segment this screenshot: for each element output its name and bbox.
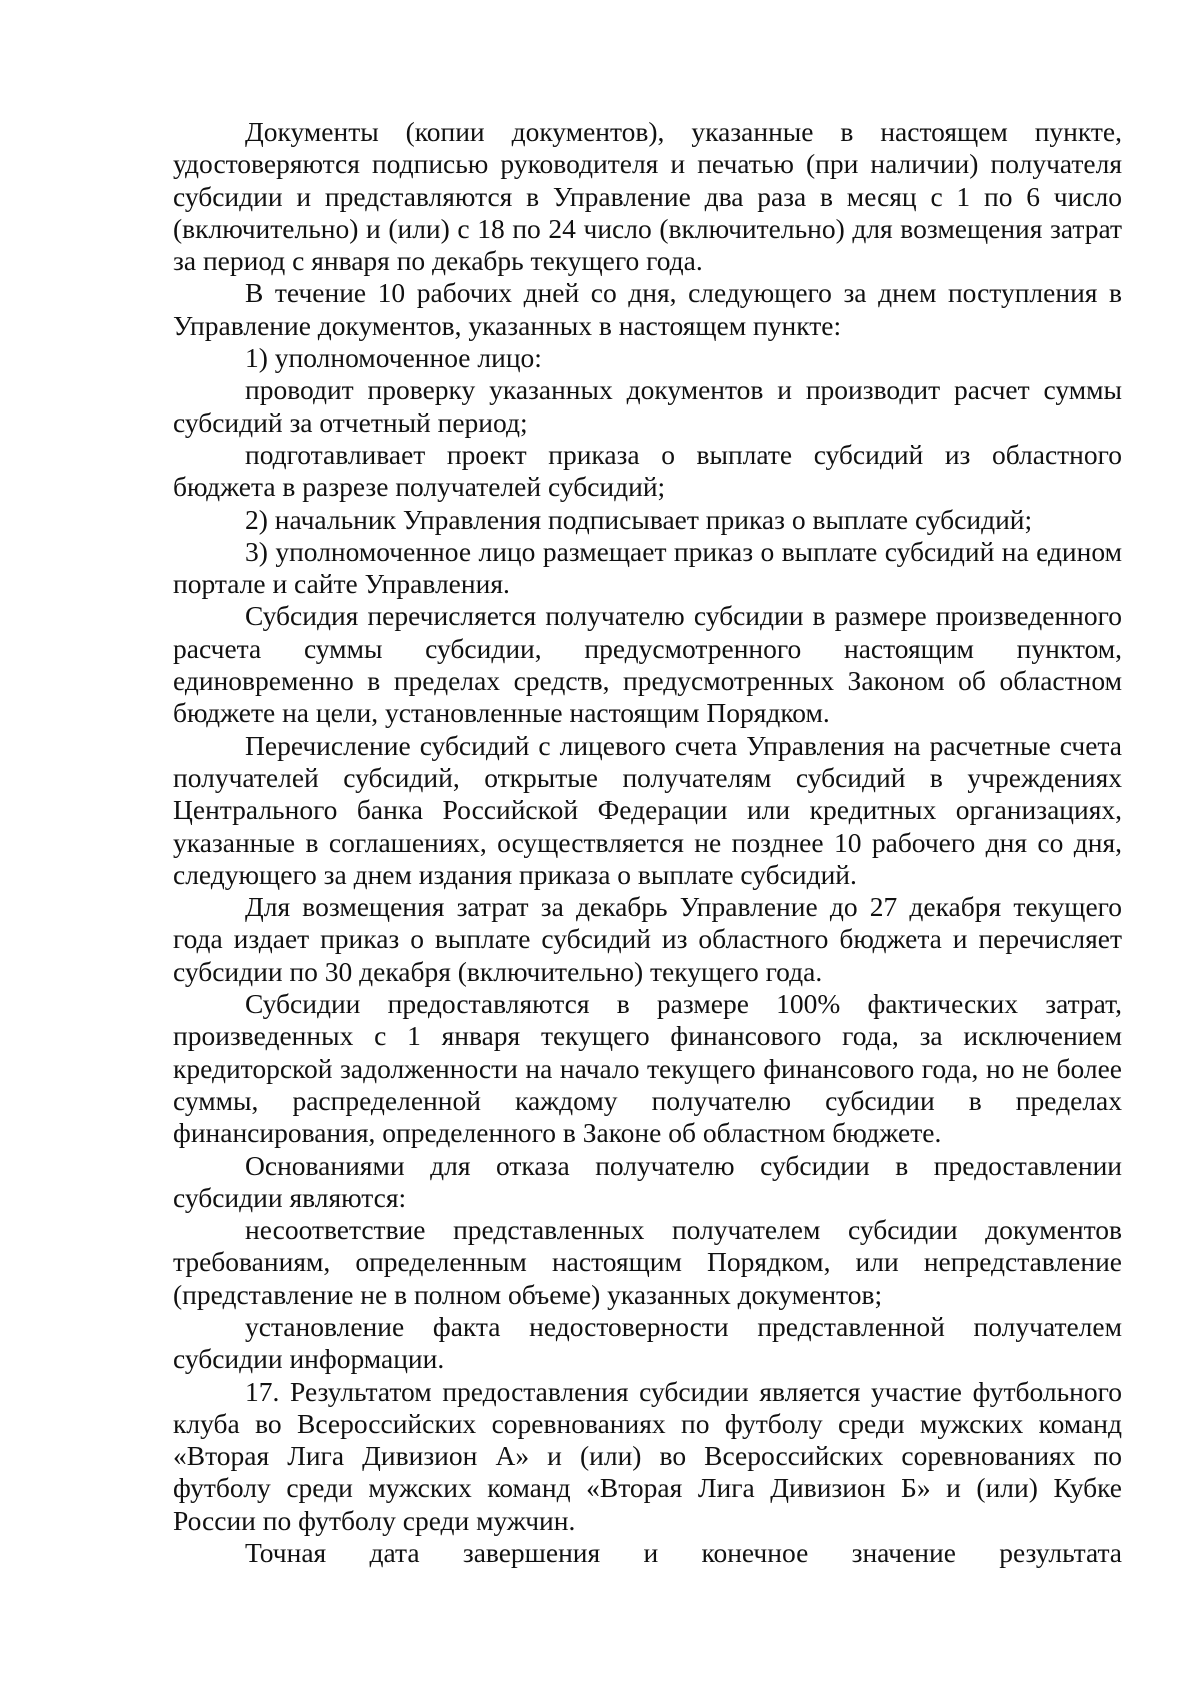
paragraph-item-1: 1) уполномоченное лицо: (245, 342, 542, 374)
paragraph-subsidy-transfer: Субсидия перечисляется получателю субсидии в размере произведенного расчета суммы субсидии, предусмотренного настоящим пунктом, единовременно в пределах средств, предусмотренных Законом об областном бюджете на цели, установленные настоящим Порядком. (173, 600, 1122, 729)
paragraph-item-3: 3) уполномоченное лицо размещает приказ о выплате субсидий на едином портале и сайте Управления. (173, 535, 1122, 600)
paragraph-check-documents: проводит проверку указанных документов и производит расчет суммы субсидий за отчетный период; (173, 374, 1122, 438)
paragraph-unreliable-info: установление факта недостоверности представленной получателем субсидии информации. (173, 1310, 1122, 1375)
paragraph-prepare-order: подготавливает проект приказа о выплате субсидий из областного бюджета в разрезе получателей субсидий; (173, 438, 1122, 503)
paragraph-item-2: 2) начальник Управления подписывает приказ о выплате субсидий; (245, 503, 1033, 535)
document-page (173, 116, 1122, 1569)
paragraph-refusal-grounds: Основаниями для отказа получателю субсидии в предоставлении субсидии являются: (173, 1149, 1122, 1213)
paragraph-documents-certification: Документы (копии документов), указанные в настоящем пункте, удостоверяются подписью руководителя и печатью (при наличии) получателя субсидии и представляются в Управление два раза в месяц с 1 по 6 число (включительно) и (или) с 18 по 24 число (включительно) для возмещения затрат за период с января по декабрь текущего года. (173, 116, 1122, 277)
paragraph-december-costs: Для возмещения затрат за декабрь Управление до 27 декабря текущего года издает приказ о выплате субсидий из областного бюджета и перечисляет субсидии по 30 декабря (включительно) текущего года. (173, 891, 1122, 987)
paragraph-subsidy-amount: Субсидии предоставляются в размере 100% фактических затрат, произведенных с 1 января текущего финансового года, за исключением кредиторской задолженности на начало текущего финансового года, но не более суммы, распределенной каждому получателю субсидии в пределах финансирования, определенного в Законе об областном бюджете. (173, 988, 1122, 1149)
paragraph-nonconformity: несоответствие представленных получателем субсидии документов требованиям, определенным настоящим Порядком, или непредставление (представление не в полном объеме) указанных документов; (173, 1214, 1122, 1310)
paragraph-account-transfer: Перечисление субсидий с лицевого счета Управления на расчетные счета получателей субсидий, открытые получателям субсидий в учреждениях Центрального банка Российской Федерации или кредитных организациях, указанные в соглашениях, осуществляется не позднее 10 рабочего дня со дня, следующего за днем издания приказа о выплате субсидий. (173, 729, 1122, 890)
paragraph-item-17-result: 17. Результатом предоставления субсидии является участие футбольного клуба во Всероссийских соревнованиях по футболу среди мужских команд «Вторая Лига Дивизион А» и (или) во Всероссийских соревнованиях по футболу среди мужских команд «Вторая Лига Дивизион Б» и (или) Кубке России по футболу среди мужчин. (173, 1375, 1122, 1536)
paragraph-exact-date: Точная дата завершения и конечное значение результата (245, 1537, 1122, 1569)
paragraph-ten-working-days: В течение 10 рабочих дней со дня, следующего за днем поступления в Управление документов, указанных в настоящем пункте: (173, 277, 1122, 341)
